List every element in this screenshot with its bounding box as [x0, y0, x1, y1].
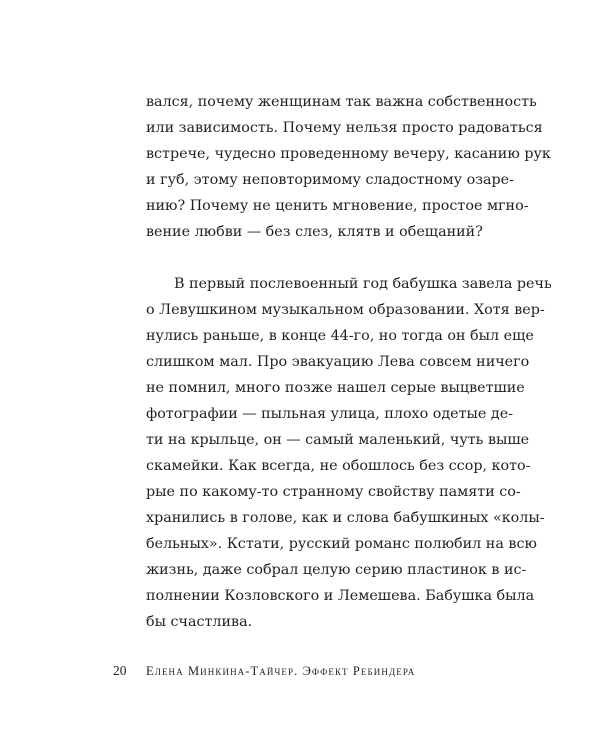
text-line: вение любви — без слез, клятв и обещаний?	[146, 224, 483, 240]
text-line: нулись раньше, в конце 44-го, но тогда он был еще	[146, 328, 534, 344]
text-line: ти на крыльце, он — самый маленький, чуть выше	[146, 432, 530, 448]
text-line: и губ, этому неповторимому сладостному озаре-	[146, 172, 514, 188]
text-line: нию? Почему не ценить мгновение, простое мгно-	[146, 198, 529, 214]
text-line: рые по какому-то странному свойству памяти со-	[146, 484, 521, 500]
text-line: не помнил, много позже нашел серые выцветшие	[146, 380, 525, 396]
text-line: слишком мал. Про эвакуацию Лева совсем ничего	[146, 354, 530, 370]
text-line: о Левушкином музыкальном образовании. Хотя вер-	[146, 302, 545, 318]
text-line: В первый послевоенный год бабушка завела речь	[174, 276, 552, 292]
text-line: полнении Козловского и Лемешева. Бабушка была	[146, 588, 535, 604]
text-line: бельных». Кстати, русский романс полюбил на всю	[146, 536, 537, 552]
page-number: 20	[113, 663, 127, 678]
text-line: жизнь, даже собрал целую серию пластинок в ис-	[146, 562, 527, 578]
running-title: Елена Минкина-Тайчер. Эффект Ребиндера	[146, 664, 416, 678]
text-line: вался, почему женщинам так важна собственность	[146, 94, 537, 110]
text-line: или зависимость. Почему нельзя просто радоваться	[146, 120, 543, 136]
text-line: скамейки. Как всегда, не обошлось без ссор, кото-	[146, 458, 531, 474]
text-line: бы счастлива.	[146, 614, 253, 630]
text-line: фотографии — пыльная улица, плохо одетые де-	[146, 406, 514, 422]
text-line: хранились в голове, как и слова бабушкиных «колы-	[146, 510, 545, 526]
text-line: встрече, чудесно проведенному вечеру, касанию рук	[146, 146, 551, 162]
